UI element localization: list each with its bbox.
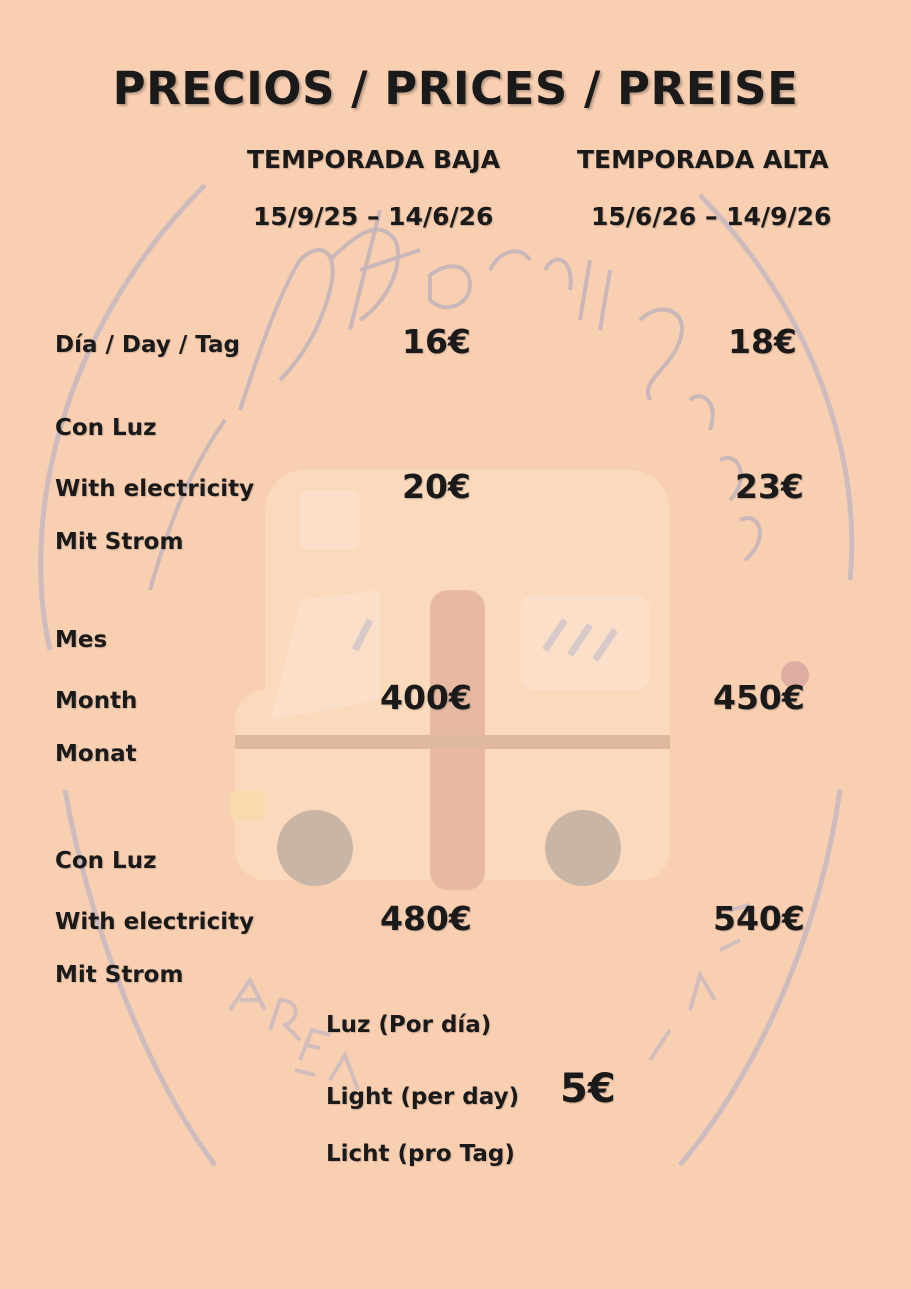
month-label-de: Monat xyxy=(55,741,137,767)
month-label-en: Month xyxy=(55,688,138,714)
month-power-label-es: Con Luz xyxy=(55,848,157,874)
month-power-label-de: Mit Strom xyxy=(55,962,184,988)
light-label-es: Luz (Por día) xyxy=(326,1012,492,1038)
day-power-label-de: Mit Strom xyxy=(55,529,184,555)
light-price: 5€ xyxy=(560,1066,616,1112)
high-season-dates: 15/6/26 – 14/9/26 xyxy=(591,202,832,231)
day-low-price: 16€ xyxy=(402,322,471,361)
day-power-label-es: Con Luz xyxy=(55,415,157,441)
month-label-es: Mes xyxy=(55,627,108,653)
month-power-low-price: 480€ xyxy=(380,899,472,938)
day-high-price: 18€ xyxy=(728,322,797,361)
light-label-de: Licht (pro Tag) xyxy=(326,1141,515,1167)
month-low-price: 400€ xyxy=(380,678,472,717)
month-high-price: 450€ xyxy=(713,678,805,717)
day-label: Día / Day / Tag xyxy=(55,332,240,358)
month-power-label-en: With electricity xyxy=(55,909,255,935)
low-season-heading: TEMPORADA BAJA xyxy=(247,145,501,174)
high-season-heading: TEMPORADA ALTA xyxy=(577,145,829,174)
page-title: PRECIOS / PRICES / PREISE xyxy=(112,62,799,115)
month-power-high-price: 540€ xyxy=(713,899,805,938)
day-power-high-price: 23€ xyxy=(735,467,804,506)
low-season-dates: 15/9/25 – 14/6/26 xyxy=(253,202,494,231)
day-power-low-price: 20€ xyxy=(402,467,471,506)
day-power-label-en: With electricity xyxy=(55,476,255,502)
light-label-en: Light (per day) xyxy=(326,1084,520,1110)
